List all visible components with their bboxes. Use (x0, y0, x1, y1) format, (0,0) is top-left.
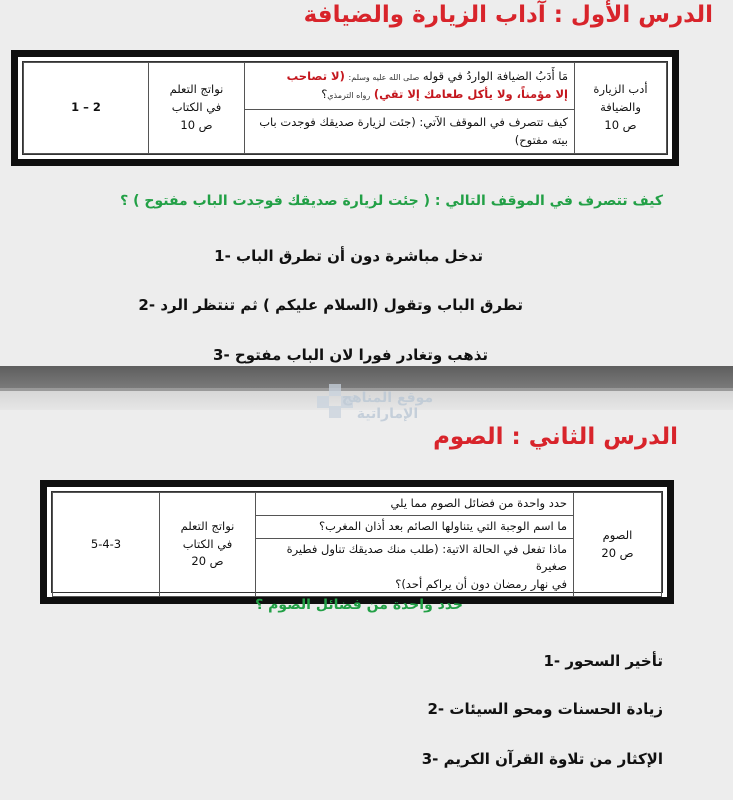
answer-option[interactable] (422, 750, 663, 768)
question-text: بيته مفتوح) (514, 132, 568, 147)
answer-number: -3 (213, 346, 230, 364)
question-text: ماذا تفعل في الحالة الاتية: (طلب منك صديقك تناول فطيرة صغيرة (286, 541, 567, 574)
answer-number: -1 (543, 652, 561, 670)
question-mark: ؟ (321, 87, 328, 102)
answer-number: -2 (427, 700, 445, 718)
question-text: في نهار رمضان دون أن يراكم أحد)؟ (395, 577, 567, 592)
hadith-quote: (لا تصاحب (286, 69, 345, 84)
answer-option[interactable] (214, 247, 483, 265)
answer-text: تذهب وتغادر فورا لان الباب مفتوح (234, 346, 488, 364)
answer-text: الإكثار من تلاوة القرآن الكريم (443, 750, 663, 768)
outcomes-cell (160, 493, 256, 597)
topic-line: والضيافة (600, 100, 641, 115)
outcomes-line: نواتج التعلم (180, 518, 235, 533)
outcomes-cell (149, 63, 245, 154)
lesson-one-table (11, 50, 679, 166)
topic-line: الصوم (602, 527, 633, 542)
outcomes-page: ص 10 (180, 117, 213, 132)
site-watermark (315, 384, 460, 428)
question-text: مَا أَدَبُ الضيافة الواردُ في قوله (422, 69, 568, 84)
answer-text: تأخير السحور (565, 652, 663, 670)
lesson-two-table (40, 480, 674, 604)
numbers-cell: 5-4-3 (53, 493, 160, 597)
outcomes-page: ص 20 (191, 554, 224, 569)
lesson-two-title: الدرس الثاني : الصوم (433, 424, 678, 450)
answer-text: زيادة الحسنات ومحو السيئات (449, 700, 663, 718)
hadith-quote: إلا مؤمناً، ولا يأكل طعامك إلا تقي) (373, 87, 568, 102)
topic-cell (575, 63, 667, 154)
answer-text: تطرق الباب وتقول (السلام عليكم ) ثم تنتظر الرد (160, 296, 523, 314)
answer-number: -2 (138, 296, 156, 314)
numbers-cell: 1 – 2 (24, 63, 149, 154)
topic-cell (574, 493, 662, 597)
question-text: كيف تتصرف في الموقف الآتي: (جئت لزيارة صديقك فوجدت باب (259, 114, 568, 129)
answer-number: -1 (214, 247, 231, 265)
topic-page: ص 10 (604, 117, 637, 132)
watermark-text: موقع المناهج الإماراتية (341, 390, 434, 422)
pbuh-text: صلى الله عليه وسلم: (348, 73, 420, 83)
question-cell (256, 538, 574, 596)
question-cell (245, 110, 575, 154)
answer-number: -3 (421, 750, 439, 768)
answer-option[interactable] (213, 346, 488, 364)
outcomes-line: نواتج التعلم (169, 82, 224, 97)
answer-option[interactable] (543, 652, 663, 670)
question-cell: حدد واحدة من فضائل الصوم مما يلي (256, 493, 574, 516)
lesson-one-question: كيف تتصرف في الموقف التالي : ( جئت لزيارة صديقك فوجدت الباب مفتوح ) ؟ (120, 193, 663, 209)
outcomes-line: في الكتاب (182, 536, 233, 551)
topic-line: أدب الزيارة (593, 82, 648, 97)
question-cell (245, 63, 575, 110)
lesson-two-question: حدد واحدة من فضائل الصوم ؟ (255, 597, 463, 613)
topic-page: ص 20 (601, 545, 634, 560)
answer-option[interactable] (138, 296, 523, 314)
lesson-one-title: الدرس الأول : آداب الزيارة والضيافة (303, 2, 713, 28)
answer-option[interactable] (427, 700, 663, 718)
question-cell: ما اسم الوجبة التي يتناولها الصائم بعد أذان المغرب؟ (256, 515, 574, 538)
answer-text: تدخل مباشرة دون أن تطرق الباب (236, 247, 483, 265)
hadith-source: رواه الترمذي (327, 91, 371, 101)
outcomes-line: في الكتاب (171, 100, 222, 115)
